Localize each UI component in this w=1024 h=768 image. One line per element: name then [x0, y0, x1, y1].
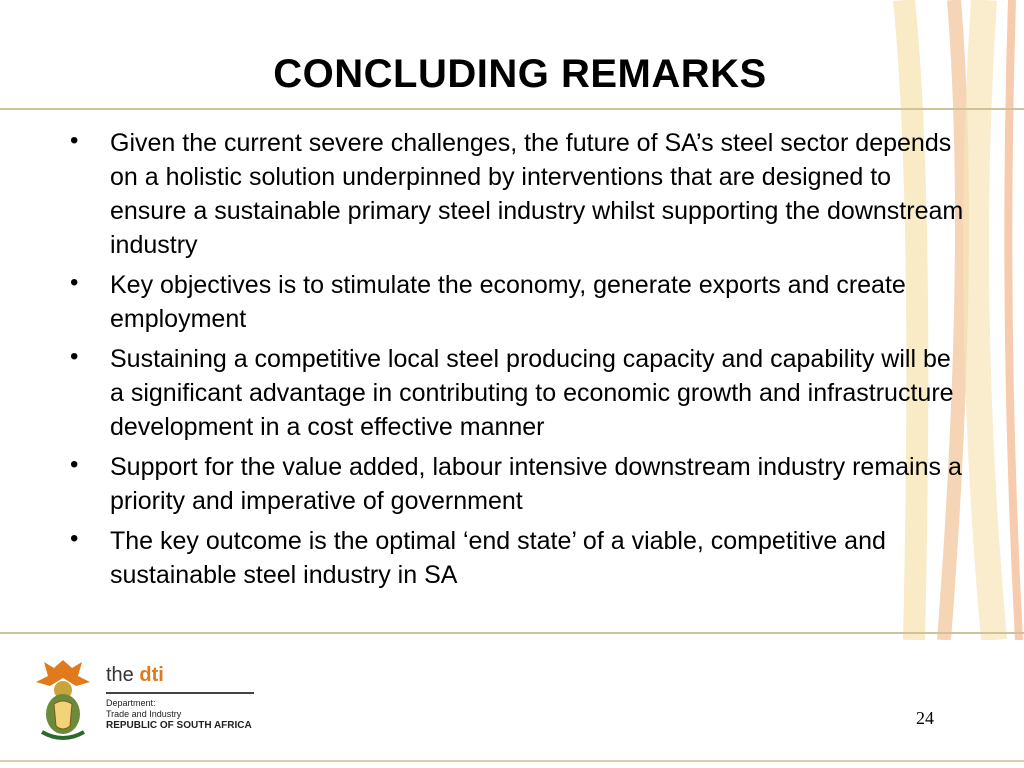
bullet-text: Sustaining a competitive local steel producing capacity and capability will be a significant advantage in contributing to economic growth and infrastructure development in a cost effective manner	[110, 345, 954, 441]
dti-logo	[32, 654, 272, 744]
bullet-text: Given the current severe challenges, the future of SA’s steel sector depends on a holistic solution underpinned by interventions that are designed to ensure a sustainable primary steel industry whilst supporting the downstream industry	[110, 129, 964, 259]
bullet-icon: •	[70, 269, 79, 296]
bullet-text: Key objectives is to stimulate the economy, generate exports and create employment	[110, 271, 906, 333]
bullet-icon: •	[70, 343, 79, 370]
list-item	[70, 450, 970, 518]
list-item	[70, 524, 970, 592]
bullet-list	[70, 126, 970, 598]
bullet-icon: •	[70, 127, 79, 154]
brand-prefix: the	[106, 664, 140, 686]
bullet-icon: •	[70, 451, 79, 478]
bullet-text: Support for the value added, labour intensive downstream industry remains a priority and imperative of government	[110, 453, 962, 515]
coat-of-arms-icon	[32, 654, 94, 742]
brand-name	[106, 664, 164, 687]
page-number: 24	[916, 708, 934, 728]
dept-line: Trade and Industry	[106, 709, 182, 719]
dept-country: REPUBLIC OF SOUTH AFRICA	[106, 720, 252, 731]
list-item	[70, 126, 970, 262]
list-item	[70, 268, 970, 336]
footer-divider	[0, 632, 1024, 634]
slide-title: CONCLUDING REMARKS	[273, 52, 767, 96]
brand-accent: dti	[139, 664, 164, 686]
brand-underline	[106, 692, 254, 694]
dept-line: Department:	[106, 698, 156, 708]
list-item	[70, 342, 970, 444]
department-text	[106, 698, 252, 731]
base-divider	[0, 760, 1024, 762]
bullet-text: The key outcome is the optimal ‘end state’ of a viable, competitive and sustainable steel industry in SA	[110, 527, 886, 589]
bullet-icon: •	[70, 525, 79, 552]
title-divider	[0, 108, 1024, 110]
